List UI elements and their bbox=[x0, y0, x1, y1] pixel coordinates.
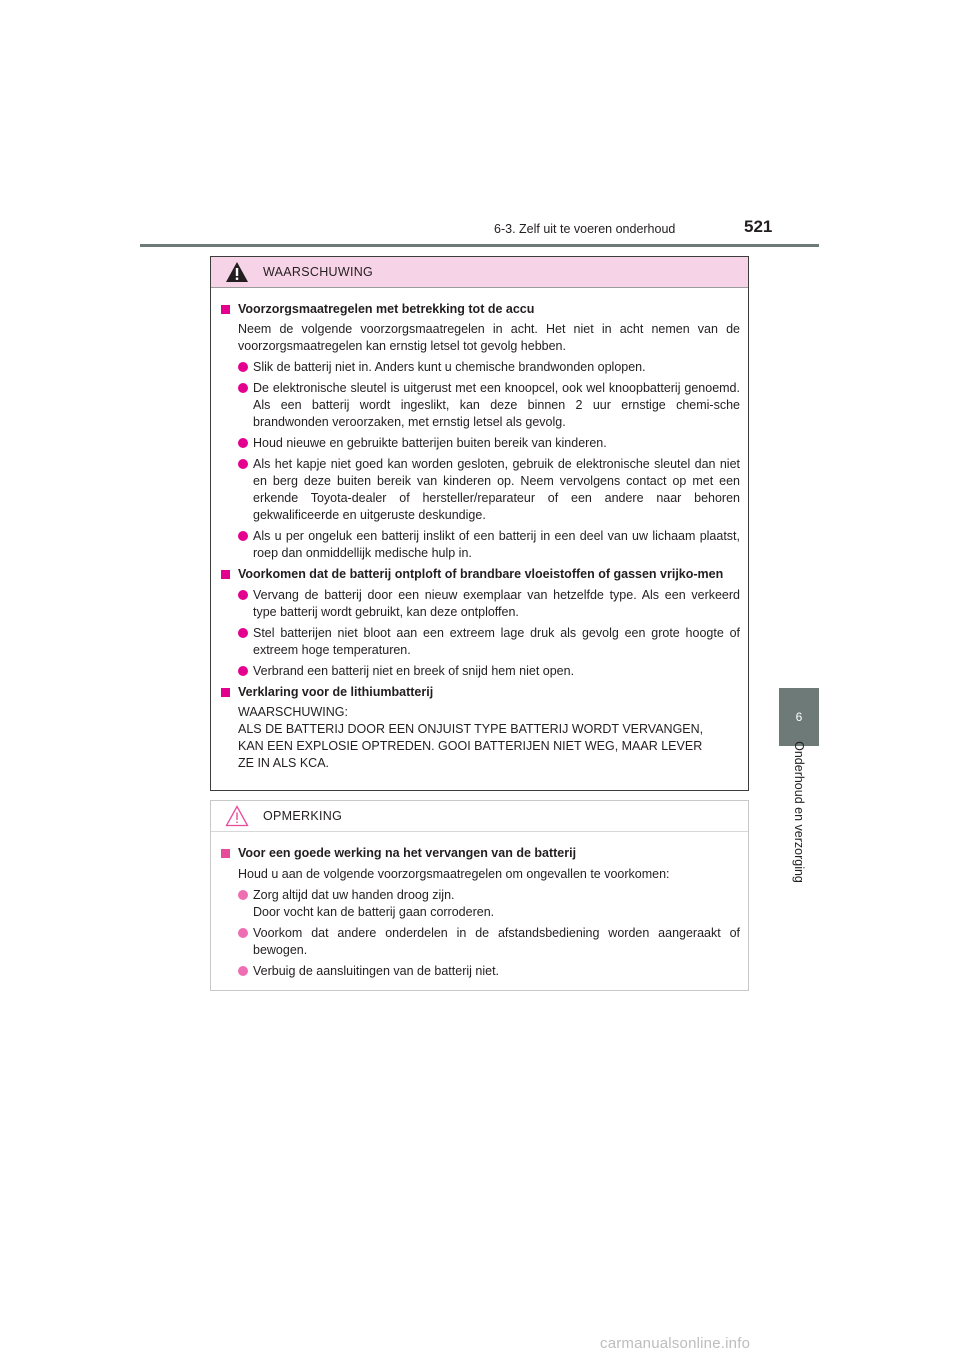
caution-triangle-icon bbox=[225, 805, 249, 827]
warning-section bbox=[221, 301, 740, 562]
section-heading-text: Verklaring voor de lithiumbatterij bbox=[238, 685, 434, 699]
section-heading bbox=[221, 566, 740, 583]
list-item-text: Slik de batterij niet in. Anders kunt u chemische brandwonden oplopen. bbox=[253, 360, 646, 374]
warning-body bbox=[211, 288, 748, 772]
list-item-text: Als het kapje niet goed kan worden gesloten, gebruik de elektronische sleutel dan niet en berg deze buiten bereik van kinderen op. Neem vervolgens contact op met een erkende Toyota-dealer of hersteller/reparateur of een andere naar behoren gekwalificeerde en uitgeruste deskundige. bbox=[253, 457, 740, 522]
list-item bbox=[221, 887, 740, 921]
warning-box bbox=[210, 256, 749, 791]
note-title: OPMERKING bbox=[263, 809, 343, 823]
section-text: WAARSCHUWING: ALS DE BATTERIJ DOOR EEN ONJUIST TYPE BATTERIJ WORDT VERVANGEN, KAN EEN EXPLOSIE OPTREDEN. GOOI BATTERIJEN NIET WEG, MAAR LEVER ZE IN ALS KCA. bbox=[238, 705, 704, 770]
list-item-text: Stel batterijen niet bloot aan een extreem lage druk als gevolg een grote hoogte of extreem hoge temperaturen. bbox=[253, 626, 740, 657]
section-heading bbox=[221, 684, 740, 701]
list-item bbox=[221, 528, 740, 562]
bullet-dot-icon bbox=[238, 628, 248, 638]
list-item-text: Vervang de batterij door een nieuw exemplaar van hetzelfde type. Als een verkeerd type batterij wordt gebruikt, kan deze ontploffen. bbox=[253, 588, 740, 619]
note-box bbox=[210, 800, 749, 991]
bullet-dot-icon bbox=[238, 928, 248, 938]
square-bullet-icon bbox=[221, 688, 230, 697]
list-item-text: Verbuig de aansluitingen van de batterij niet. bbox=[253, 964, 500, 978]
section-text: Houd u aan de volgende voorzorgsmaatregelen om ongevallen te voorkomen: bbox=[238, 867, 670, 881]
warning-header bbox=[211, 257, 748, 288]
list-item bbox=[221, 380, 740, 431]
warning-title: WAARSCHUWING bbox=[263, 265, 374, 279]
section-heading-text: Voor een goede werking na het vervangen van de batterij bbox=[238, 846, 577, 860]
warning-triangle-icon bbox=[225, 261, 249, 283]
list-item bbox=[221, 963, 740, 980]
section-heading bbox=[221, 845, 740, 862]
bullet-dot-icon bbox=[238, 383, 248, 393]
square-bullet-icon bbox=[221, 849, 230, 858]
bullet-dot-icon bbox=[238, 890, 248, 900]
list-item bbox=[221, 663, 740, 680]
warning-section bbox=[221, 684, 740, 772]
page-number: 521 bbox=[744, 217, 773, 236]
header-divider bbox=[140, 244, 819, 247]
list-item-text: De elektronische sleutel is uitgerust met een knoopcel, ook wel knoopbatterij genoemd. Als een batterij wordt ingeslikt, kan deze binnen 2 uur ernstige chemi-sche brandwonden veroorzaken, met ernstig letsel als gevolg. bbox=[253, 381, 740, 429]
square-bullet-icon bbox=[221, 305, 230, 314]
bullet-dot-icon bbox=[238, 666, 248, 676]
list-item bbox=[221, 587, 740, 621]
watermark: carmanualsonline.info bbox=[600, 1335, 751, 1352]
section-text: Neem de volgende voorzorgsmaatregelen in acht. Het niet in acht nemen van de voorzorgsmaatregelen kan ernstig letsel tot gevolg hebben. bbox=[238, 322, 740, 353]
warning-section bbox=[221, 566, 740, 680]
list-item-text: Voorkom dat andere onderdelen in de afstandsbediening worden aangeraakt of bewogen. bbox=[253, 926, 740, 957]
list-item bbox=[221, 456, 740, 524]
bullet-dot-icon bbox=[238, 590, 248, 600]
list-item-text: Houd nieuwe en gebruikte batterijen buiten bereik van kinderen. bbox=[253, 436, 607, 450]
note-header bbox=[211, 801, 748, 832]
section-heading-text: Voorzorgsmaatregelen met betrekking tot de accu bbox=[238, 302, 535, 316]
bullet-dot-icon bbox=[238, 459, 248, 469]
section-heading-text: Voorkomen dat de batterij ontploft of brandbare vloeistoffen of gassen vrijko-men bbox=[238, 567, 724, 581]
list-item bbox=[221, 359, 740, 376]
list-item-text: Verbrand een batterij niet en breek of snijd hem niet open. bbox=[253, 664, 575, 678]
bullet-dot-icon bbox=[238, 531, 248, 541]
section-title: 6-3. Zelf uit te voeren onderhoud bbox=[494, 222, 676, 236]
bullet-dot-icon bbox=[238, 362, 248, 372]
square-bullet-icon bbox=[221, 570, 230, 579]
bullet-dot-icon bbox=[238, 438, 248, 448]
list-item bbox=[221, 925, 740, 959]
chapter-tab: 6 bbox=[779, 688, 819, 746]
bullet-dot-icon bbox=[238, 966, 248, 976]
list-item bbox=[221, 435, 740, 452]
list-item-text: Als u per ongeluk een batterij inslikt of een batterij in een deel van uw lichaam plaatst, roep dan onmiddellijk medische hulp in. bbox=[253, 529, 740, 560]
list-item-text: Zorg altijd dat uw handen droog zijn. Door vocht kan de batterij gaan corroderen. bbox=[253, 888, 495, 919]
list-item bbox=[221, 625, 740, 659]
section-heading bbox=[221, 301, 740, 318]
note-body bbox=[211, 832, 748, 980]
chapter-label: Onderhoud en verzorging bbox=[792, 741, 806, 883]
